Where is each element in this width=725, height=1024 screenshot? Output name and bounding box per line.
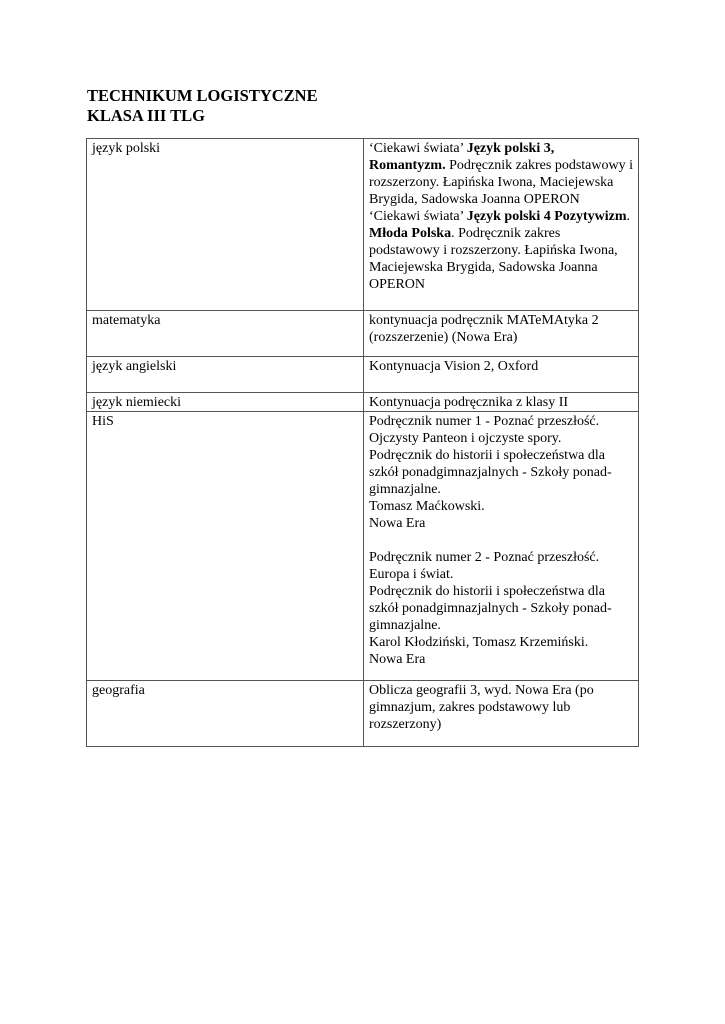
textbook-cell	[364, 139, 639, 311]
table-row	[87, 393, 639, 412]
textbook-line: Podręcznik do historii i społeczeństwa dla szkół ponadgimnazjalnych - Szkoły ponad-gimnazjalne.	[369, 448, 612, 497]
textbook-line: Podręcznik numer 1 - Poznać przeszłość. Ojczysty Panteon i ojczyste spory.	[369, 414, 600, 446]
textbook-cell: kontynuacja podręcznik MATeMAtyka 2 (rozszerzenie) (Nowa Era)	[364, 311, 639, 357]
table-row	[87, 311, 639, 357]
table-row	[87, 139, 639, 311]
table-row	[87, 681, 639, 747]
class-name: KLASA III TLG	[87, 106, 205, 125]
textbook-line: Nowa Era	[369, 652, 426, 667]
table-row	[87, 357, 639, 393]
school-name: TECHNIKUM LOGISTYCZNE	[87, 86, 318, 105]
textbook-line: Podręcznik do historii i społeczeństwa dla szkół ponadgimnazjalnych - Szkoły ponad-gimnazjalne.	[369, 584, 612, 633]
subject-cell: HiS	[87, 412, 364, 681]
textbook-cell	[364, 412, 639, 681]
subject-cell: język angielski	[87, 357, 364, 393]
textbook-cell: Kontynuacja Vision 2, Oxford	[364, 357, 639, 393]
textbook-line: Tomasz Maćkowski.	[369, 499, 485, 514]
textbook-line: Nowa Era	[369, 516, 426, 531]
textbook-cell: Oblicza geografii 3, wyd. Nowa Era (po gimnazjum, zakres podstawowy lub rozszerzony)	[364, 681, 639, 747]
textbook-line: Podręcznik numer 2 - Poznać przeszłość. Europa i świat.	[369, 550, 600, 582]
textbook-entry: ‘Ciekawi świata’ Język polski 4 Pozytywizm. Młoda Polska. Podręcznik zakres podstawowy i rozszerzony. Łapińska Iwona, Maciejewska Brygida, Sadowska Joanna OPERON	[369, 209, 631, 292]
spacer	[369, 532, 633, 549]
textbook-table	[86, 138, 639, 747]
table-row	[87, 412, 639, 681]
subject-cell: język niemiecki	[87, 393, 364, 412]
subject-cell: język polski	[87, 139, 364, 311]
subject-cell: matematyka	[87, 311, 364, 357]
document-heading	[87, 86, 318, 126]
textbook-line: Karol Kłodziński, Tomasz Krzemiński.	[369, 635, 589, 650]
textbook-cell: Kontynuacja podręcznika z klasy II	[364, 393, 639, 412]
subject-cell: geografia	[87, 681, 364, 747]
textbook-entry: ‘Ciekawi świata’ Język polski 3, Romantyzm. Podręcznik zakres podstawowy i rozszerzony. Łapińska Iwona, Maciejewska Brygida, Sadowska Joanna OPERON	[369, 141, 634, 207]
